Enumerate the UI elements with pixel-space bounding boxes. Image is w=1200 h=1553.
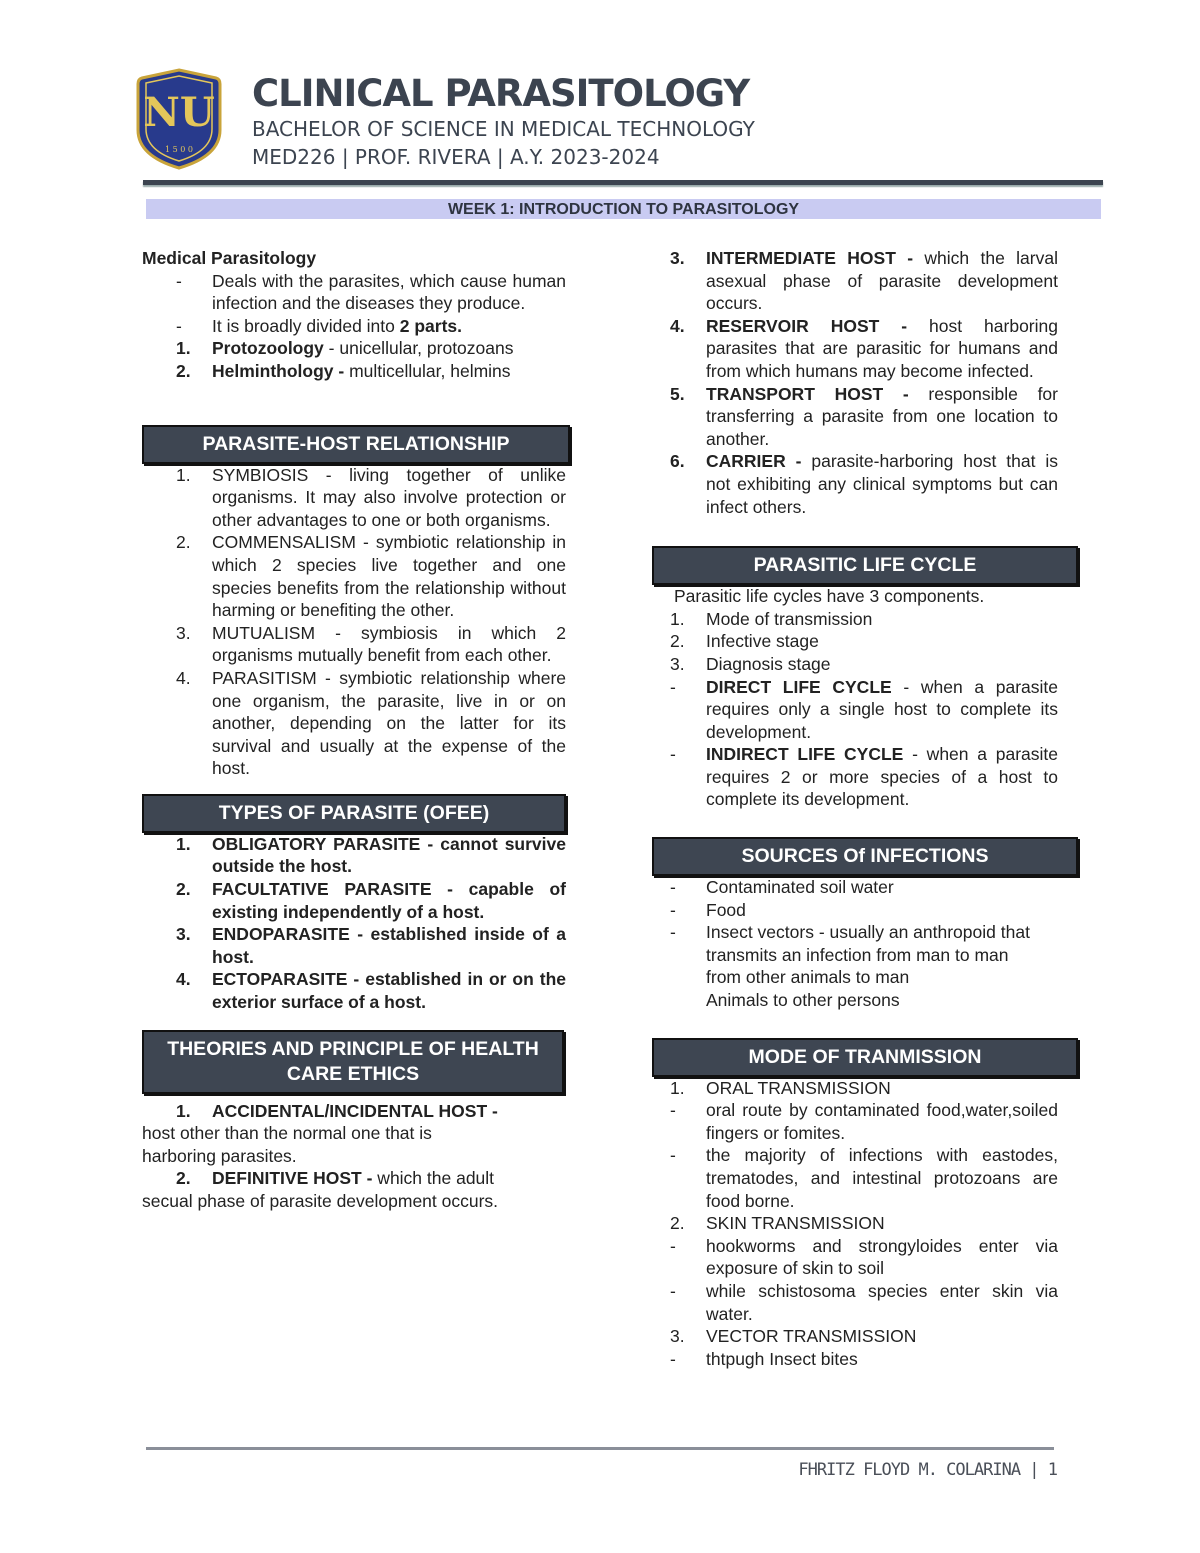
sources-list	[652, 876, 1078, 989]
section-header-life-cycle: PARASITIC LIFE CYCLE	[652, 546, 1078, 585]
list-item: - Deals with the parasites, which cause human infection and the diseases they produce.	[176, 270, 566, 314]
list-item: 5. TRANSPORT HOST - responsible for transferring a parasite from one location to another.	[670, 383, 1058, 449]
list-item: 1. Mode of transmission	[670, 608, 873, 629]
theories-list: 1. ACCIDENTAL/INCIDENTAL HOST - host other than the normal one that is harboring parasites. 2. DEFINITIVE HOST - which the adult secual phase of parasite development occurs.	[142, 1100, 566, 1213]
list-item: - DIRECT LIFE CYCLE - when a parasite requires only a single host to complete its development.	[670, 676, 1058, 742]
life-cycle-intro: Parasitic life cycles have 3 components.	[674, 586, 985, 607]
section-header-mode: MODE OF TRANMISSION	[652, 1038, 1078, 1077]
logo-year: 1 5 0 0	[165, 145, 193, 154]
week-banner: WEEK 1: INTRODUCTION TO PARASITOLOGY	[146, 199, 1101, 219]
list-item: 2. COMMENSALISM - symbiotic relationship in which 2 species live together and one species benefits from the relationship without harming or benefiting the other.	[176, 532, 566, 621]
section-heading-medical-parasitology: Medical Parasitology	[142, 248, 317, 268]
list-item: 3. INTERMEDIATE HOST - which the larval asexual phase of parasite development occurs.	[670, 248, 1058, 314]
list-item: 4. PARASITISM - symbiotic relationship where one organism, the parasite, live in or on another, depending on the latter for its survival and usually at the expense of the host.	[176, 667, 566, 779]
list-item: 3. Diagnosis stage	[670, 653, 831, 674]
list-item: - Contaminated soil water	[670, 877, 894, 898]
section-header-theories: THEORIES AND PRINCIPLE OF HEALTH CARE ETHICS	[142, 1030, 564, 1094]
accidental-host-label: ACCIDENTAL/INCIDENTAL HOST -	[212, 1100, 498, 1121]
footer-author-page: FHRITZ FLOYD M. COLARINA | 1	[798, 1460, 1057, 1480]
section-header-types: TYPES OF PARASITE (OFEE)	[142, 794, 566, 833]
host-types-list	[652, 247, 1078, 518]
sources-extra: Animals to other persons	[706, 990, 900, 1011]
types-list	[142, 833, 566, 1014]
page-title: CLINICAL PARASITOLOGY	[252, 72, 750, 115]
list-item: 2. FACULTATIVE PARASITE - capable of existing independently of a host.	[176, 879, 566, 922]
right-column	[652, 247, 1078, 1370]
definitive-host-text: secual phase of parasite development occurs.	[142, 1191, 499, 1211]
svg-text:NU: NU	[143, 89, 215, 136]
list-item: - Food	[670, 899, 746, 920]
list-item: 2. Infective stage	[670, 631, 819, 652]
list-item: 3. ENDOPARASITE - established inside of a host.	[176, 924, 566, 967]
list-item: - It is broadly divided into 2 parts.	[176, 315, 462, 336]
list-item: 6. CARRIER - parasite-harboring host that is not exhibiting any clinical symptoms but can infect others.	[670, 451, 1058, 517]
list-item: 4. RESERVOIR HOST - host harboring parasites that are parasitic for humans and from which humans may become infected.	[670, 315, 1058, 381]
list-item: - Insect vectors - usually an anthropoid that transmits an infection from man to man from other animals to man	[670, 922, 1030, 988]
list-item: 1. SYMBIOSIS - living together of unlike organisms. It may also involve protection or other advantages to one or both organisms.	[176, 464, 566, 530]
course-info: MED226 | PROF. RIVERA | A.Y. 2023-2024	[252, 145, 660, 169]
list-item: 1. OBLIGATORY PARASITE - cannot survive outside the host.	[176, 833, 566, 877]
list-item: 3. MUTUALISM - symbiosis in which 2 organisms mutually benefit from each other.	[176, 622, 566, 666]
program-subtitle: BACHELOR OF SCIENCE IN MEDICAL TECHNOLOGY	[252, 117, 755, 141]
list-item: 2. Helminthology - multicellular, helmins	[176, 360, 511, 381]
section-header-sources: SOURCES Of INFECTIONS	[652, 837, 1078, 876]
accidental-host-text: host other than the normal one that is harboring parasites.	[142, 1123, 432, 1166]
university-logo	[136, 68, 222, 170]
parasite-host-list	[142, 464, 566, 780]
list-item: 4. ECTOPARASITE - established in or on the exterior surface of a host.	[176, 969, 566, 1013]
list-item: 1. Protozoology - unicellular, protozoans	[176, 338, 514, 359]
definitive-host-label: DEFINITIVE HOST -	[212, 1168, 373, 1189]
mode-list: 1. ORAL TRANSMISSION - oral route by contaminated food,water,soiled fingers or fomites. - the majority of infections with eastodes, trematodes, and intestinal protozoans are food borne. 2. SKIN TRANSMISSION - hookworms and strongyloides enter via exposure of skin to soil - while schistosoma species enter skin via water. 3. VECTOR TRANSMISSION - thtpugh Insect bites	[670, 1077, 1058, 1369]
section-header-parasite-host: PARASITE-HOST RELATIONSHIP	[142, 425, 570, 464]
left-column	[142, 247, 566, 1213]
header-divider	[143, 180, 1103, 185]
life-cycle-list	[652, 608, 1078, 676]
list-item: - INDIRECT LIFE CYCLE - when a parasite requires 2 or more species of a host to complete its development.	[670, 744, 1058, 810]
footer-divider	[146, 1447, 1054, 1450]
